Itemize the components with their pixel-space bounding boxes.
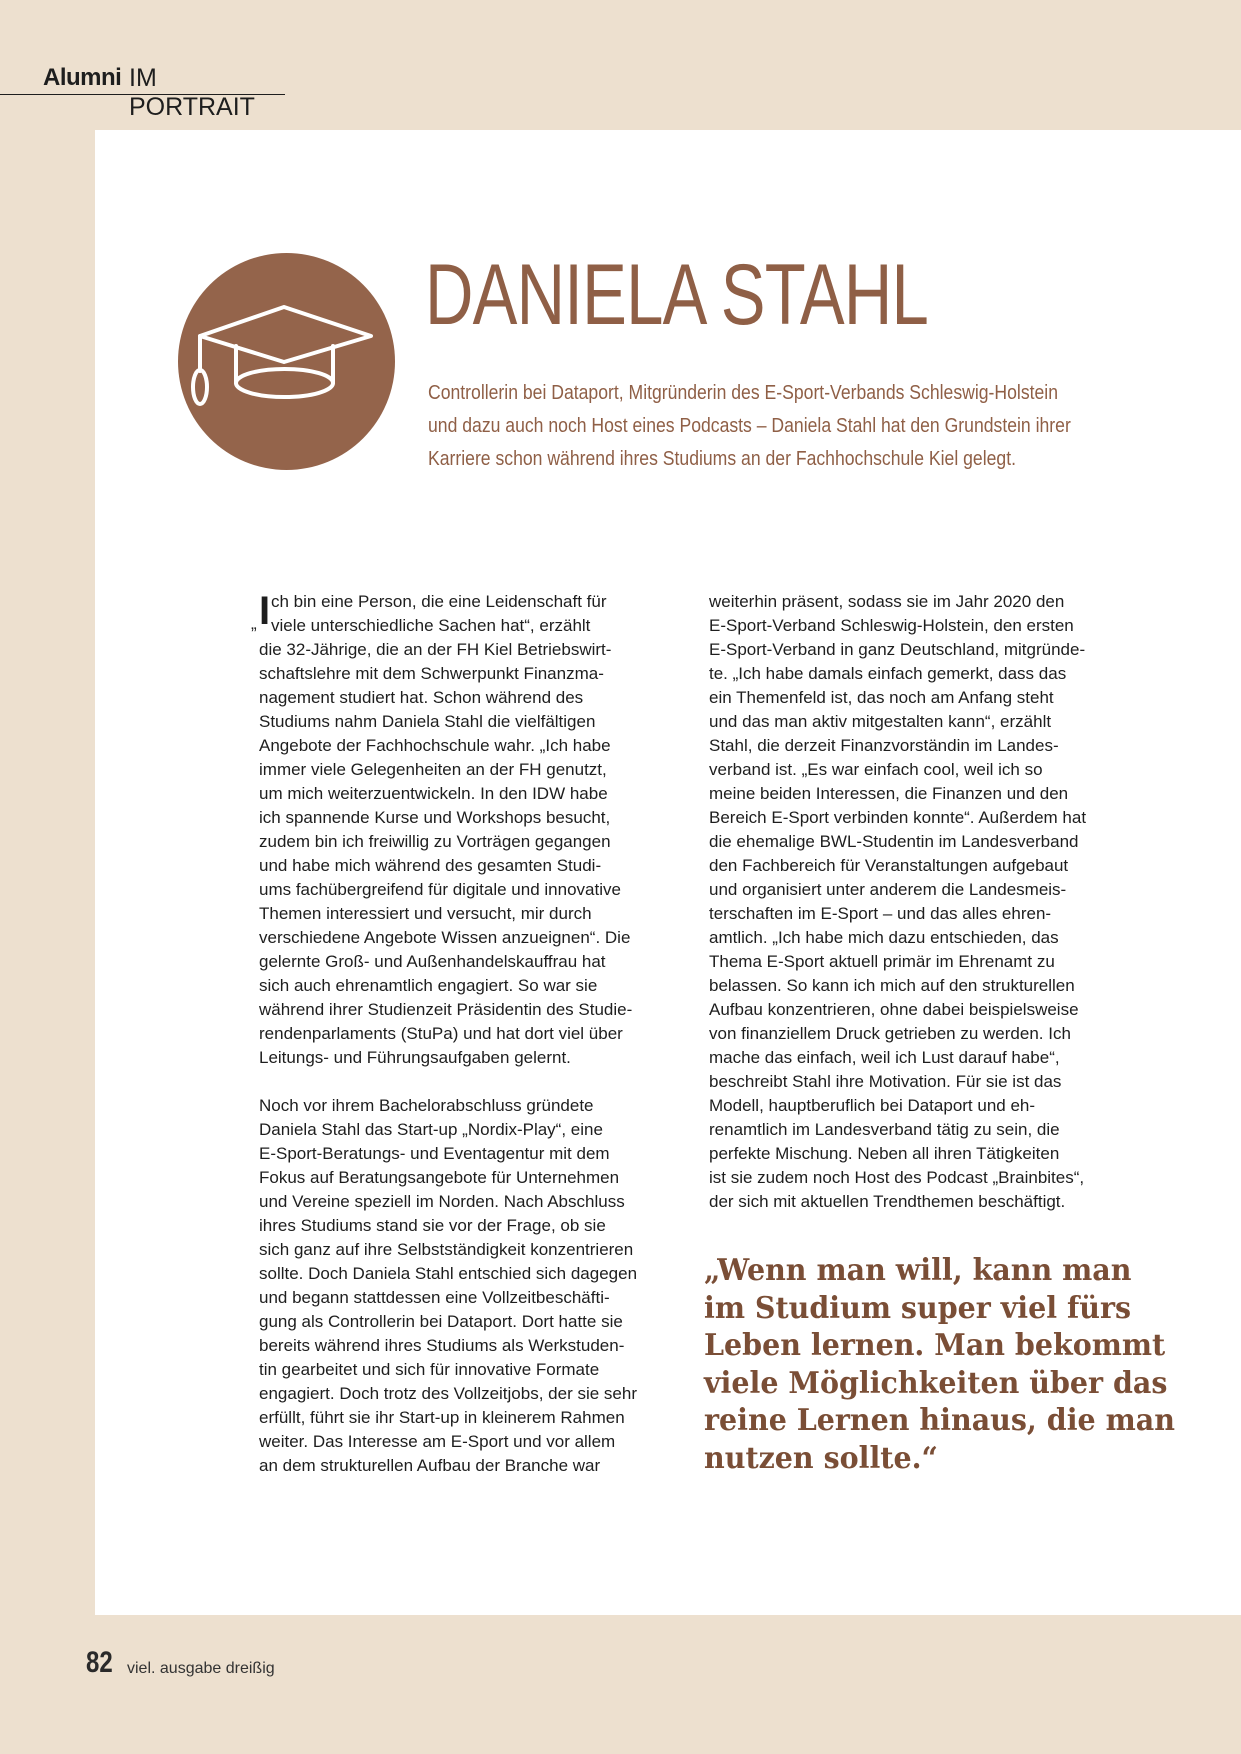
body-line: Aufbau konzentrieren, ohne dabei beispielsweise xyxy=(709,1000,1079,1019)
body-line: amtlich. „Ich habe mich dazu entschieden, das xyxy=(709,928,1059,947)
body-line: bereits während ihres Studiums als Werkstuden- xyxy=(259,1336,625,1355)
body-line: Noch vor ihrem Bachelorabschluss gründete xyxy=(259,1096,594,1115)
body-line: perfekte Mischung. Neben all ihren Tätigkeiten xyxy=(709,1144,1060,1163)
body-line: mache das einfach, weil ich Lust darauf habe“, xyxy=(709,1048,1060,1067)
body-line: terschaften im E-Sport – und das alles ehren- xyxy=(709,904,1052,923)
body-line: schaftslehre mit dem Schwerpunkt Finanzma- xyxy=(259,664,604,683)
lead-line: und dazu auch noch Host eines Podcasts – Daniela Stahl hat den Grundstein ihrer xyxy=(428,415,1071,437)
body-line: Bereich E-Sport verbinden konnte“. Außerdem hat xyxy=(709,808,1087,827)
graduation-cap-icon xyxy=(178,253,395,470)
body-line: Fokus auf Beratungsangebote für Unternehmen xyxy=(259,1168,620,1187)
body-line: verband ist. „Es war einfach cool, weil ich so xyxy=(709,760,1043,779)
body-line: die ehemalige BWL-Studentin im Landesverband xyxy=(709,832,1079,851)
body-line: nagement studiert hat. Schon während des xyxy=(259,688,584,707)
body-line: Thema E-Sport aktuell primär im Ehrenamt zu xyxy=(709,952,1055,971)
body-line: tin gearbeitet und sich für innovative Formate xyxy=(259,1360,600,1379)
section-sublabel: IM PORTRAIT xyxy=(129,64,255,121)
paragraph-gap xyxy=(259,1070,637,1094)
body-line: meine beiden Interessen, die Finanzen und den xyxy=(709,784,1069,803)
body-line: und organisiert unter anderem die Landesmeis- xyxy=(709,880,1067,899)
body-line: und das man aktiv mitgestalten kann“, erzählt xyxy=(709,712,1052,731)
article-lead xyxy=(428,377,1128,476)
lead-line: Controllerin bei Dataport, Mitgründerin des E-Sport-Verbands Schleswig-Holstein xyxy=(428,382,1058,404)
body-line: zudem bin ich freiwillig zu Vorträgen gegangen xyxy=(259,832,611,851)
body-line: engagiert. Doch trotz des Vollzeitjobs, der sie sehr xyxy=(259,1384,637,1403)
page-number: 82 xyxy=(86,1646,113,1679)
drop-cap: I xyxy=(259,589,271,633)
body-line: ist sie zudem noch Host des Podcast „Brainbites“, xyxy=(709,1168,1085,1187)
body-line: erfüllt, führt sie ihr Start-up in kleinerem Rahmen xyxy=(259,1408,625,1427)
body-line: gung als Controllerin bei Dataport. Dort hatte sie xyxy=(259,1312,623,1331)
article-title: DANIELA STAHL xyxy=(425,247,929,343)
pull-quote-line: „Wenn man will, kann man xyxy=(704,1253,1132,1288)
pull-quote-line: im Studium super viel fürs xyxy=(704,1290,1132,1326)
body-line: Daniela Stahl das Start-up „Nordix-Play“, eine xyxy=(259,1120,603,1139)
section-header xyxy=(0,60,285,121)
pull-quote-line: Leben lernen. Man bekommt xyxy=(704,1328,1166,1363)
body-column-right xyxy=(709,590,1086,1214)
body-line: belassen. So kann ich mich auf den strukturellen xyxy=(709,976,1075,995)
body-line: gelernte Groß- und Außenhandelskauffrau hat xyxy=(259,952,606,971)
body-line: renamtlich im Landesverband tätig zu sein, die xyxy=(709,1120,1060,1139)
section-label: Alumni xyxy=(43,64,122,91)
body-line: rendenparlaments (StuPa) und hat dort viel über xyxy=(259,1024,623,1043)
drop-quote-mark: „ xyxy=(251,614,257,633)
body-line: Stahl, die derzeit Finanzvorständin im Landes- xyxy=(709,736,1059,755)
body-line: E-Sport-Verband in ganz Deutschland, mitgründe- xyxy=(709,640,1086,659)
body-line: verschiedene Angebote Wissen anzueignen“. Die xyxy=(259,928,631,947)
body-line: Studiums nahm Daniela Stahl die vielfältigen xyxy=(259,712,596,731)
body-line: um mich weiterzuentwickeln. In den IDW habe xyxy=(259,784,608,803)
pull-quote-line: nutzen sollte.“ xyxy=(704,1440,938,1476)
body-line: sich auch ehrenamtlich engagiert. So war sie xyxy=(259,976,598,995)
body-line: während ihrer Studienzeit Präsidentin des Studie- xyxy=(259,1000,633,1019)
body-line: te. „Ich habe damals einfach gemerkt, dass das xyxy=(709,664,1067,683)
body-line: sollte. Doch Daniela Stahl entschied sich dagegen xyxy=(259,1264,638,1283)
body-line: weiterhin präsent, sodass sie im Jahr 2020 den xyxy=(709,592,1065,611)
body-line: ihres Studiums stand sie vor der Frage, ob sie xyxy=(259,1216,606,1235)
body-line: und habe mich während des gesamten Studi- xyxy=(259,856,602,875)
body-line: viele unterschiedliche Sachen hat“, erzählt xyxy=(271,616,591,635)
pull-quote-line: reine Lernen hinaus, die man xyxy=(704,1403,1175,1438)
lead-line: Karriere schon während ihres Studiums an der Fachhochschule Kiel gelegt. xyxy=(428,448,1016,470)
body-line: und Vereine speziell im Norden. Nach Abschluss xyxy=(259,1192,625,1211)
body-line: ums fachübergreifend für digitale und innovative xyxy=(259,880,621,899)
body-line: ch bin eine Person, die eine Leidenschaft für xyxy=(271,592,607,611)
body-line: Themen interessiert und versucht, mir durch xyxy=(259,904,592,923)
body-line: die 32-Jährige, die an der FH Kiel Betriebswirt- xyxy=(259,640,612,659)
pull-quote xyxy=(704,1252,1200,1477)
body-line: sich ganz auf ihre Selbstständigkeit konzentrieren xyxy=(259,1240,634,1259)
body-column-left xyxy=(259,590,637,1478)
body-line: Leitungs- und Führungsaufgaben gelernt. xyxy=(259,1048,571,1067)
body-line: immer viele Gelegenheiten an der FH genutzt, xyxy=(259,760,607,779)
body-line: den Fachbereich für Veranstaltungen aufgebaut xyxy=(709,856,1069,875)
body-line: E-Sport-Verband Schleswig-Holstein, den ersten xyxy=(709,616,1074,635)
body-line: und begann stattdessen eine Vollzeitbeschäfti- xyxy=(259,1288,610,1307)
body-line: E-Sport-Beratungs- und Eventagentur mit dem xyxy=(259,1144,610,1163)
pull-quote-line: viele Möglichkeiten über das xyxy=(704,1365,1168,1401)
body-line: beschreibt Stahl ihre Motivation. Für sie ist das xyxy=(709,1072,1062,1091)
body-line: weiter. Das Interesse am E-Sport und vor allem xyxy=(259,1432,616,1451)
body-line: ein Themenfeld ist, das noch am Anfang steht xyxy=(709,688,1054,707)
body-line: Modell, hauptberuflich bei Dataport und eh- xyxy=(709,1096,1036,1115)
publication-title: viel. ausgabe dreißig xyxy=(127,1660,275,1677)
body-line: der sich mit aktuellen Trendthemen beschäftigt. xyxy=(709,1192,1066,1211)
body-line: von finanziellem Druck getrieben zu werden. Ich xyxy=(709,1024,1071,1043)
body-line: ich spannende Kurse und Workshops besucht, xyxy=(259,808,611,827)
body-line: an dem strukturellen Aufbau der Branche war xyxy=(259,1456,601,1475)
body-line: Angebote der Fachhochschule wahr. „Ich habe xyxy=(259,736,611,755)
